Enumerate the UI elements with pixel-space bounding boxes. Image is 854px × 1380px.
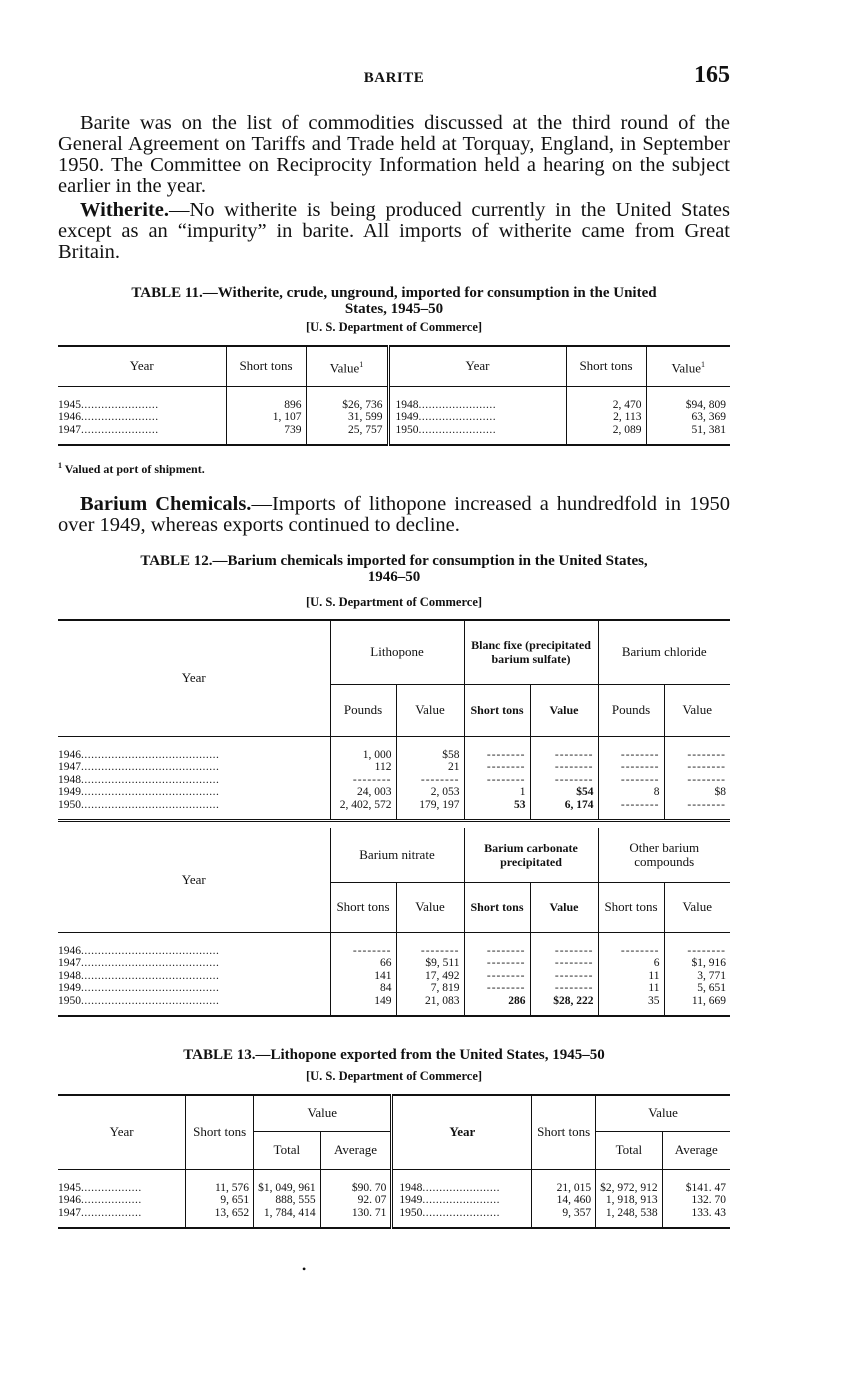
- table-row: 1945....................... 896 $26, 736 1948....................... 2, 470 $94, 809: [58, 386, 730, 411]
- table-row: 1950......................................... 2, 402, 572 179, 197 53 6, 174 -------- --------: [58, 799, 730, 821]
- paragraph-gatt: [58, 113, 730, 197]
- paragraph-witherite-text: —No witherite is being produced currently in the United States except as an “impurity” in barite. All imports of witherite came from Great Britain.: [58, 199, 730, 263]
- table12-sub2-value-2: Value: [530, 882, 598, 932]
- running-header: [58, 62, 730, 90]
- table13-header-value-2: Value: [596, 1095, 730, 1131]
- table12-caption-line1: TABLE 12.—Barium chemicals imported for consumption in the United States,: [140, 553, 648, 569]
- table11-header-value-2: Value$^1$: [646, 346, 730, 386]
- table12-sub-pounds: Pounds: [330, 684, 396, 736]
- table12-sub-pounds-2: Pounds: [598, 684, 664, 736]
- table13-sub-average-2: Average: [662, 1131, 730, 1169]
- table12-sub-value-3: Value: [664, 684, 730, 736]
- table13-header-year-2: Year: [392, 1095, 532, 1169]
- table13-header-year: Year: [58, 1095, 186, 1169]
- stray-mark: •: [302, 1262, 307, 1276]
- table11-header-short-tons: Short tons: [226, 346, 306, 386]
- table11-header-short-tons-2: Short tons: [566, 346, 646, 386]
- table13-sub-average: Average: [320, 1131, 392, 1169]
- table-row: 1946....................... 1, 107 31, 599 1949....................... 2, 113 63, 369: [58, 411, 730, 424]
- table12-sub2-short-tons-2: Short tons: [464, 882, 530, 932]
- table12-sub2-short-tons-3: Short tons: [598, 882, 664, 932]
- table13-sub-total-2: Total: [596, 1131, 663, 1169]
- table-row: 1946.................. 9, 651 888, 555 92. 07 1949....................... 14, 460 1, 918, 913 132. 70: [58, 1194, 730, 1207]
- table11-caption-line1: TABLE 11.—Witherite, crude, unground, imported for consumption in the United: [131, 285, 657, 301]
- table-row: 1948......................................... 141 17, 492 -------- -------- 11 3, 771: [58, 970, 730, 983]
- paragraph-gatt-text: Barite was on the list of commodities discussed at the third round of the General Agreement on Tariffs and Trade held at Torquay, England, in September 1950. The Committee on Reciprocity Information held a hearing on the subject earlier in the year.: [58, 112, 730, 197]
- table11-footnote: $^1$ Valued at port of shipment.: [58, 461, 205, 476]
- table12-group-barium-carbonate: Barium carbonate precipitated: [464, 828, 598, 882]
- table11-source: [U. S. Department of Commerce]: [305, 320, 483, 334]
- table11: [58, 345, 730, 446]
- table13-sub-total: Total: [254, 1131, 321, 1169]
- running-title: BARITE: [363, 70, 425, 86]
- table-row: 1946......................................... 1, 000 $58 -------- -------- -------- --------: [58, 736, 730, 761]
- table-row: 1949......................................... 84 7, 819 -------- -------- 11 5, 651: [58, 982, 730, 995]
- table12-caption: [58, 553, 730, 585]
- table12-group-barium-nitrate: Barium nitrate: [330, 828, 464, 882]
- table11-header-year-2: Year: [388, 346, 566, 386]
- paragraph-witherite: [58, 200, 730, 263]
- table12-sub2-short-tons: Short tons: [330, 882, 396, 932]
- table-row: 1947......................................... 66 $9, 511 -------- -------- 6 $1, 916: [58, 957, 730, 970]
- barium-chemicals-lead: Barium Chemicals.: [80, 493, 252, 515]
- table-row: 1947....................... 739 25, 757 1950....................... 2, 089 51, 381: [58, 424, 730, 446]
- table12-sub2-value: Value: [396, 882, 464, 932]
- table12-part1-year-header: Year: [58, 620, 330, 736]
- table12-source: [U. S. Department of Commerce]: [305, 595, 483, 609]
- table11-caption: [58, 285, 730, 317]
- witherite-lead: Witherite.: [80, 199, 169, 221]
- table-row: 1950......................................... 149 21, 083 286 $28, 222 35 11, 669: [58, 995, 730, 1017]
- table12-caption-line2: 1946–50: [367, 569, 421, 585]
- table13-header-value: Value: [254, 1095, 392, 1131]
- table12-sub-short-tons: Short tons: [464, 684, 530, 736]
- table12-part1: [58, 619, 730, 822]
- table13-header-short-tons: Short tons: [186, 1095, 254, 1169]
- table11-header-value: Value$^1$: [306, 346, 388, 386]
- table12-group-blanc-fixe: Blanc fixe (precipitated barium sulfate): [464, 620, 598, 684]
- table12-group-other-barium: Other barium compounds: [598, 828, 730, 882]
- page-number: 165: [694, 62, 730, 88]
- table-row: 1948......................................... -------- -------- -------- -------- -------- --------: [58, 774, 730, 787]
- table13: [58, 1094, 730, 1229]
- table12-sub-value-2: Value: [530, 684, 598, 736]
- table12-part2: [58, 828, 730, 1017]
- table11-caption-line2: States, 1945–50: [344, 301, 444, 317]
- paragraph-barium-chemicals: [58, 494, 730, 536]
- table11-header-year: Year: [58, 346, 226, 386]
- table-row: 1946......................................... -------- -------- -------- -------- -------- --------: [58, 932, 730, 957]
- table13-caption: TABLE 13.—Lithopone exported from the United States, 1945–50: [183, 1047, 605, 1063]
- table12-sub2-value-3: Value: [664, 882, 730, 932]
- table-row: 1945.................. 11, 576 $1, 049, 961 $90. 70 1948....................... 21, 015 $2, 972, 912 $141. 47: [58, 1169, 730, 1194]
- table-row: 1949......................................... 24, 003 2, 053 1 $54 8 $8: [58, 786, 730, 799]
- table12-group-lithopone: Lithopone: [330, 620, 464, 684]
- table-row: 1947.................. 13, 652 1, 784, 414 130. 71 1950....................... 9, 357 1, 248, 538 133. 43: [58, 1207, 730, 1229]
- paragraph-barium-chemicals-text: —Imports of lithopone increased a hundredfold in 1950 over 1949, whereas exports continued to decline.: [58, 493, 730, 536]
- table12-part2-year-header: Year: [58, 828, 330, 932]
- table12-sub-value: Value: [396, 684, 464, 736]
- table13-source: [U. S. Department of Commerce]: [305, 1069, 483, 1083]
- table13-header-short-tons-2: Short tons: [532, 1095, 596, 1169]
- table-row: 1947......................................... 112 21 -------- -------- -------- --------: [58, 761, 730, 774]
- table12-group-barium-chloride: Barium chloride: [598, 620, 730, 684]
